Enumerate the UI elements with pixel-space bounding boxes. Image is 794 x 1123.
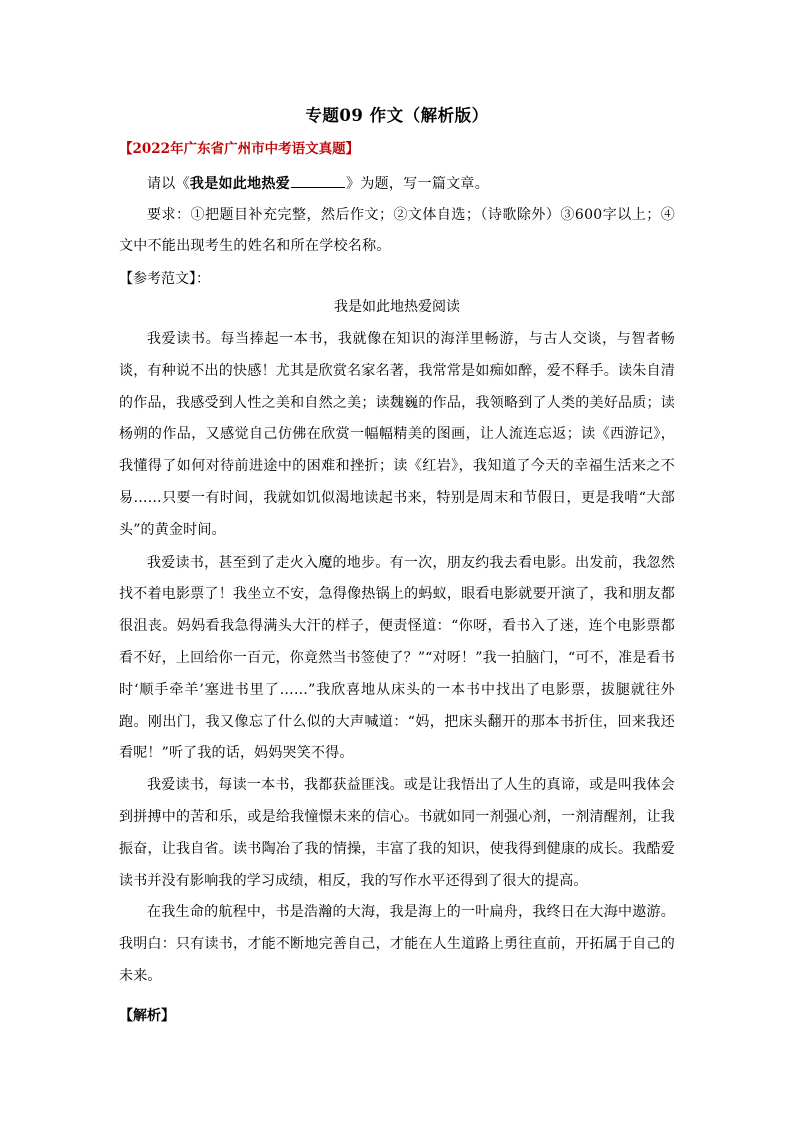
essay-paragraph: 在我生命的航程中，书是浩瀚的大海，我是海上的一叶扁舟，我终日在大海中遨游。我明白：只有读书，才能不断地完善自己，才能在人生道路上勇往直前，开拓属于自己的未来。 [119, 904, 675, 984]
prompt-suffix: 》为题，写一篇文章。 [346, 176, 490, 192]
writing-requirements: 要求：①把题目补充完整，然后作文；②文体自选；（诗歌除外）③600字以上；④文中不能出现考生的姓名和所在学校名称。 [119, 207, 675, 254]
essay-paragraph: 我爱读书，甚至到了走火入魔的地步。有一次，朋友约我去看电影。出发前，我忽然找不着电影票了！我坐立不安，急得像热锅上的蚂蚁，眼看电影就要开演了，我和朋友都很沮丧。妈妈看我急得满头大汗的样子，便责怪道：“你呀，看书入了迷，连个电影票都看不好，上回给你一百元，你竟然当书签使了？”“对呀！”我一拍脑门，“可不，准是看书时‘顺手牵羊’塞进书里了……”我欣喜地从床头的一本书中找出了电影票，拔腿就往外跑。刚出门，我又像忘了什么似的大声喊道：“妈，把床头翻开的那本书折住，回来我还看呢！”听了我的话，妈妈哭笑不得。 [119, 554, 675, 762]
page-title: 专题09 作文（解析版） [305, 106, 489, 125]
prompt-prefix: 请以《 [147, 176, 190, 192]
writing-prompt [119, 169, 675, 200]
essay-paragraph: 我爱读书，每读一本书，我都获益匪浅。或是让我悟出了人生的真谛，或是叫我体会到拼搏中的苦和乐，或是给我憧憬未来的信心。书就如同一剂强心剂，一剂清醒剂，让我振奋，让我自省。读书陶冶了我的情操，丰富了我的知识，使我得到健康的成长。我酷爱读书并没有影响我的学习成绩，相反，我的写作水平还得到了很大的提高。 [119, 777, 675, 889]
prompt-title-emphasis: 我是如此地热爱 [189, 176, 291, 192]
essay-body [119, 324, 675, 993]
exam-source-label: 【2022年广东省广州市中考语文真题】 [119, 141, 360, 157]
analysis-label: 【解析】 [119, 1007, 175, 1024]
sample-essay-label: 【参考范文】： [119, 271, 210, 287]
title-blank-line [291, 173, 345, 188]
essay-title: 我是如此地热爱阅读 [334, 299, 460, 315]
essay-paragraph: 我爱读书。每当捧起一本书，我就像在知识的海洋里畅游，与古人交谈，与智者畅谈，有种说不出的快感！尤其是欣赏名家名著，我常常是如痴如醉，爱不释手。读朱自清的作品，我感受到人性之美和自然之美；读魏巍的作品，我领略到了人类的美好品质；读杨朔的作品，又感觉自己仿佛在欣赏一幅幅精美的图画，让人流连忘返；读《西游记》，我懂得了如何对待前进途中的困难和挫折；读《红岩》，我知道了今天的幸福生活来之不易……只要一有时间，我就如饥似渴地读起书来，特别是周末和节假日，更是我啃“大部头”的黄金时间。 [119, 331, 675, 538]
document-body [119, 104, 675, 1029]
